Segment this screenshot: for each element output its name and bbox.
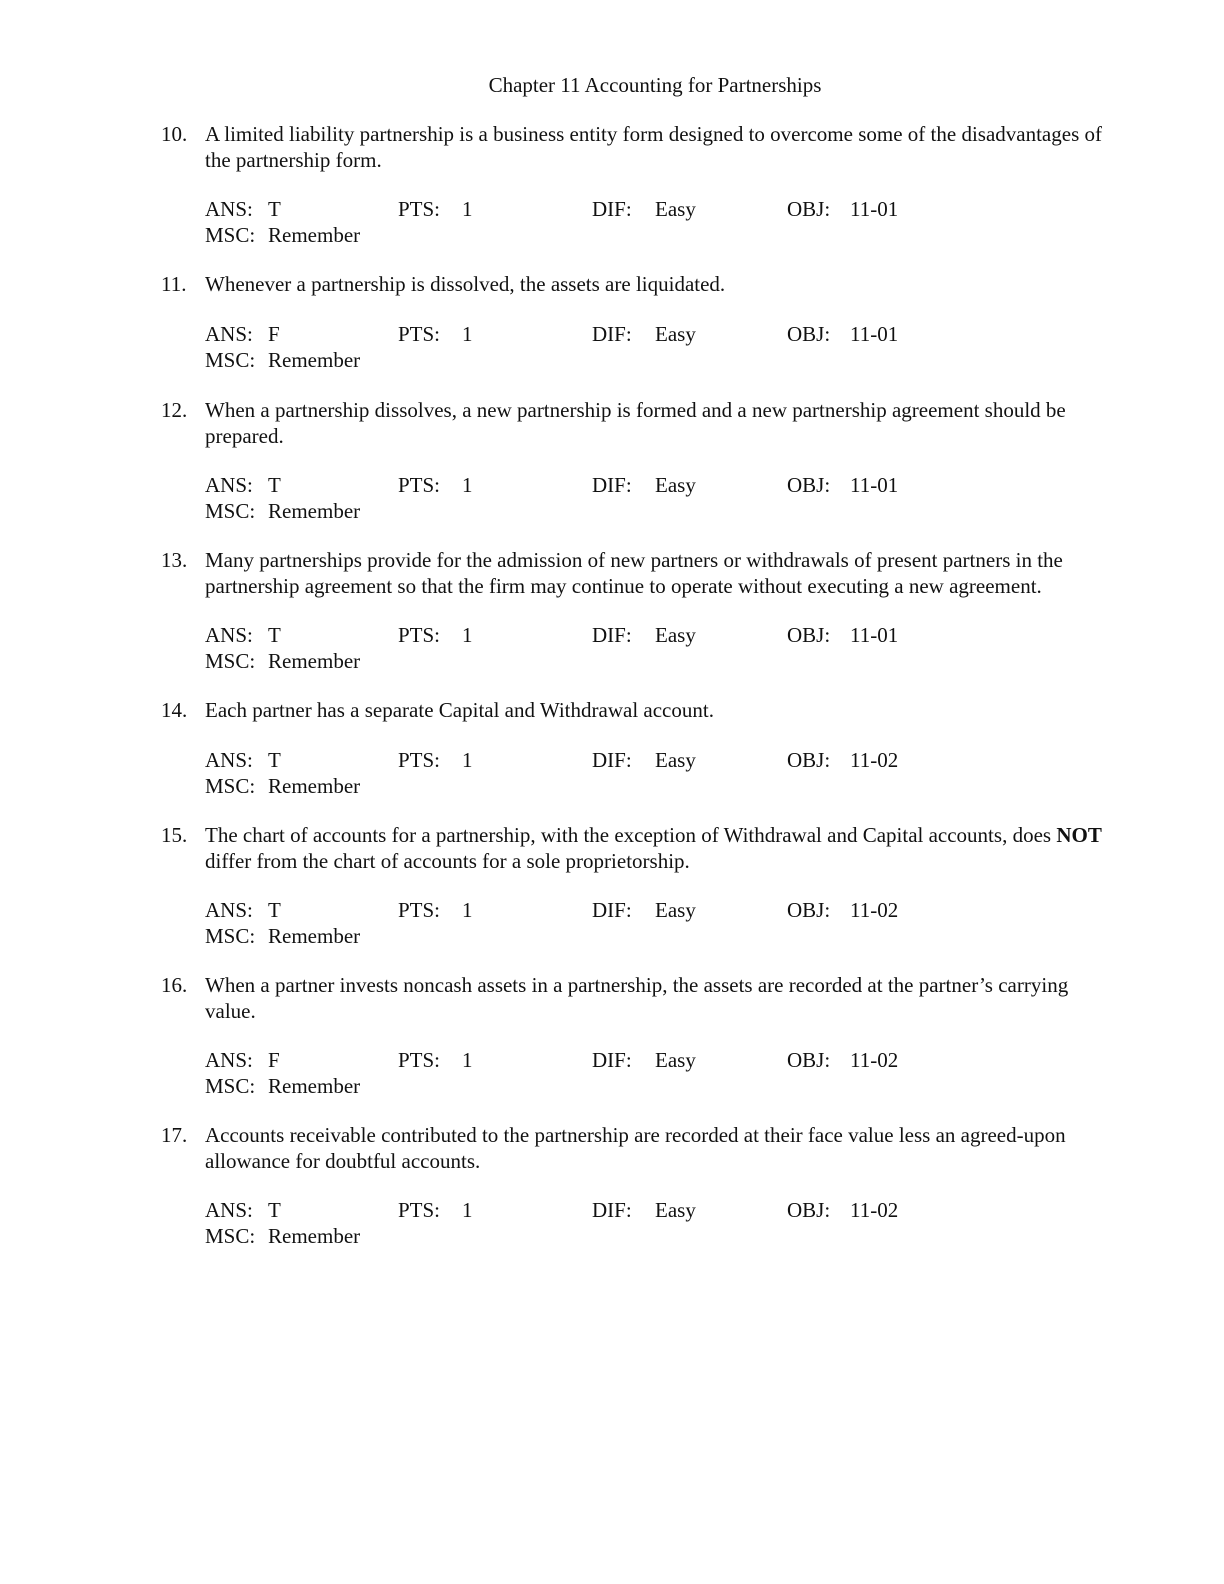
dif-value: Easy bbox=[655, 322, 696, 346]
pts-label: PTS: bbox=[398, 473, 441, 497]
pts-value: 1 bbox=[462, 898, 473, 922]
obj-label: OBJ: bbox=[787, 197, 831, 221]
obj-label: OBJ: bbox=[787, 748, 831, 772]
msc-label: MSC: bbox=[205, 649, 256, 673]
question-number: 13. bbox=[161, 548, 188, 572]
question-text: When a partner invests noncash assets in a partnership, the assets are recorded at the partner’s carrying value. bbox=[205, 973, 1069, 1023]
ans-label: ANS: bbox=[205, 748, 253, 772]
ans-value: F bbox=[268, 1048, 280, 1072]
obj-value: 11-02 bbox=[850, 1198, 899, 1222]
question-text-part: differ from the chart of accounts for a sole proprietorship. bbox=[205, 849, 690, 873]
msc-value: Remember bbox=[268, 1074, 361, 1098]
obj-value: 11-01 bbox=[850, 322, 899, 346]
pts-label: PTS: bbox=[398, 322, 441, 346]
msc-label: MSC: bbox=[205, 1224, 256, 1248]
ans-label: ANS: bbox=[205, 898, 253, 922]
dif-label: DIF: bbox=[592, 473, 632, 497]
obj-label: OBJ: bbox=[787, 898, 831, 922]
msc-label: MSC: bbox=[205, 1074, 256, 1098]
ans-label: ANS: bbox=[205, 1048, 253, 1072]
ans-value: T bbox=[268, 473, 281, 497]
pts-label: PTS: bbox=[398, 1048, 441, 1072]
question-number: 15. bbox=[161, 823, 188, 847]
emphasis-not: NOT bbox=[1056, 823, 1102, 847]
answer-metadata bbox=[205, 622, 1110, 674]
answer-metadata bbox=[205, 321, 1110, 373]
ans-value: T bbox=[268, 748, 281, 772]
msc-value: Remember bbox=[268, 348, 361, 372]
question-number: 12. bbox=[161, 398, 188, 422]
pts-value: 1 bbox=[462, 1048, 473, 1072]
answer-metadata bbox=[205, 196, 1110, 248]
question-item bbox=[0, 547, 1224, 697]
dif-value: Easy bbox=[655, 623, 696, 647]
dif-label: DIF: bbox=[592, 322, 632, 346]
pts-label: PTS: bbox=[398, 898, 441, 922]
obj-value: 11-02 bbox=[850, 748, 899, 772]
obj-label: OBJ: bbox=[787, 623, 831, 647]
pts-value: 1 bbox=[462, 748, 473, 772]
question-text: When a partnership dissolves, a new partnership is formed and a new partnership agreement should be prepared. bbox=[205, 398, 1066, 448]
answer-metadata bbox=[205, 472, 1110, 524]
obj-value: 11-01 bbox=[850, 623, 899, 647]
dif-value: Easy bbox=[655, 197, 696, 221]
ans-label: ANS: bbox=[205, 322, 253, 346]
dif-label: DIF: bbox=[592, 1198, 632, 1222]
question-item bbox=[0, 697, 1224, 822]
msc-value: Remember bbox=[268, 1224, 361, 1248]
question-number: 17. bbox=[161, 1123, 188, 1147]
question-text: Each partner has a separate Capital and Withdrawal account. bbox=[205, 698, 714, 722]
question-item bbox=[0, 972, 1224, 1122]
ans-value: T bbox=[268, 1198, 281, 1222]
msc-value: Remember bbox=[268, 924, 361, 948]
question-text: Whenever a partnership is dissolved, the assets are liquidated. bbox=[205, 272, 726, 296]
question-item bbox=[0, 271, 1224, 397]
obj-label: OBJ: bbox=[787, 1198, 831, 1222]
answer-metadata bbox=[205, 1047, 1110, 1099]
dif-label: DIF: bbox=[592, 623, 632, 647]
question-text: Many partnerships provide for the admission of new partners or withdrawals of present partners in the partnership agreement so that the firm may continue to operate without executing a new agreement. bbox=[205, 548, 1063, 598]
ans-label: ANS: bbox=[205, 197, 253, 221]
obj-label: OBJ: bbox=[787, 322, 831, 346]
question-item bbox=[0, 397, 1224, 547]
question-text: Accounts receivable contributed to the partnership are recorded at their face value less an agreed-upon allowance for doubtful accounts. bbox=[205, 1123, 1066, 1173]
dif-value: Easy bbox=[655, 1048, 696, 1072]
question-text: A limited liability partnership is a business entity form designed to overcome some of the disadvantages of the partnership form. bbox=[205, 122, 1102, 172]
page-title: Chapter 11 Accounting for Partnerships bbox=[488, 73, 822, 97]
ans-value: F bbox=[268, 322, 280, 346]
msc-label: MSC: bbox=[205, 924, 256, 948]
obj-value: 11-01 bbox=[850, 197, 899, 221]
question-text bbox=[205, 822, 1110, 874]
ans-value: T bbox=[268, 197, 281, 221]
ans-value: T bbox=[268, 898, 281, 922]
msc-value: Remember bbox=[268, 649, 361, 673]
pts-value: 1 bbox=[462, 473, 473, 497]
dif-label: DIF: bbox=[592, 197, 632, 221]
pts-label: PTS: bbox=[398, 197, 441, 221]
obj-label: OBJ: bbox=[787, 473, 831, 497]
question-item bbox=[0, 121, 1224, 271]
pts-value: 1 bbox=[462, 322, 473, 346]
ans-label: ANS: bbox=[205, 1198, 253, 1222]
question-number: 16. bbox=[161, 973, 188, 997]
pts-value: 1 bbox=[462, 1198, 473, 1222]
answer-metadata bbox=[205, 1197, 1110, 1249]
dif-label: DIF: bbox=[592, 898, 632, 922]
question-number: 14. bbox=[161, 698, 188, 722]
msc-value: Remember bbox=[268, 774, 361, 798]
obj-label: OBJ: bbox=[787, 1048, 831, 1072]
dif-value: Easy bbox=[655, 898, 696, 922]
msc-label: MSC: bbox=[205, 499, 256, 523]
pts-value: 1 bbox=[462, 197, 473, 221]
msc-label: MSC: bbox=[205, 774, 256, 798]
ans-label: ANS: bbox=[205, 623, 253, 647]
msc-label: MSC: bbox=[205, 223, 256, 247]
obj-value: 11-01 bbox=[850, 473, 899, 497]
obj-value: 11-02 bbox=[850, 898, 899, 922]
question-list bbox=[0, 121, 1224, 1272]
msc-value: Remember bbox=[268, 223, 361, 247]
question-text-part: The chart of accounts for a partnership, with the exception of Withdrawal and Capital accounts, does bbox=[205, 823, 1057, 847]
dif-label: DIF: bbox=[592, 748, 632, 772]
pts-label: PTS: bbox=[398, 623, 441, 647]
dif-label: DIF: bbox=[592, 1048, 632, 1072]
dif-value: Easy bbox=[655, 1198, 696, 1222]
answer-metadata bbox=[205, 897, 1110, 949]
ans-label: ANS: bbox=[205, 473, 253, 497]
dif-value: Easy bbox=[655, 473, 696, 497]
ans-value: T bbox=[268, 623, 281, 647]
msc-label: MSC: bbox=[205, 348, 256, 372]
dif-value: Easy bbox=[655, 748, 696, 772]
question-item bbox=[0, 822, 1224, 972]
question-number: 11. bbox=[161, 272, 187, 296]
pts-value: 1 bbox=[462, 623, 473, 647]
msc-value: Remember bbox=[268, 499, 361, 523]
answer-metadata bbox=[205, 747, 1110, 799]
pts-label: PTS: bbox=[398, 1198, 441, 1222]
pts-label: PTS: bbox=[398, 748, 441, 772]
obj-value: 11-02 bbox=[850, 1048, 899, 1072]
question-item bbox=[0, 1122, 1224, 1272]
question-number: 10. bbox=[161, 122, 188, 146]
